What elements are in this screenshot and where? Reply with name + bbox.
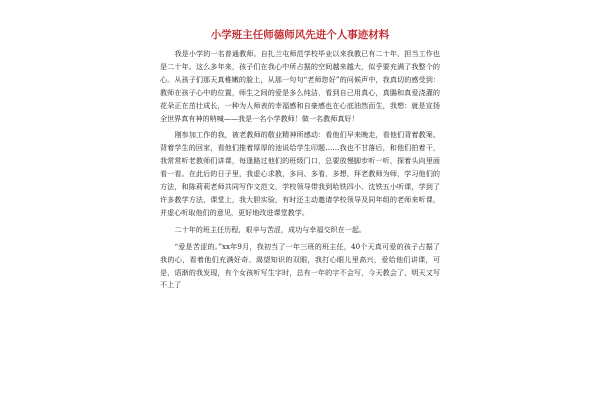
document-body bbox=[160, 28, 440, 293]
paragraph-2: 刚参加工作的我，被老教师的敬业精神所感动：看他们早来晚走，看他们背着教案、背着学生的回家，看他们推着厚厚的池说给学生印题……我也不甘落后，和他们拍着干，我常常听老教师们讲课，每逢路过他们的班级门口，总要放慢脚步听一听，探着头向里面看一看。在此后的日子里，我虚心求教，多问、多看，多想，拜老教师为师，学习他们的方法，和陈莉莉老师共同写作文范文，学校领导带我到哈铁四小、沈铁五小听课，学到了许多教学方法，课堂上，我大胆实验，有时还主动邀请学校领导及同年组的老师来听课，并虚心听取他们的意见，更好地改进课堂教学。 bbox=[160, 130, 440, 217]
paragraph-1: 我是小学的一名普通教师。自扎兰屯师范学校毕业以来我教已有二十年，担当工作也是二十年。这么多年来，孩子们在我心中所占据的空间越来越大，似乎要充满了我整个的心。从孩子们那天真稚嫩的脸上，从那一句句“老师您好”的问候声中，我真切的感受到：教师在孩子心中的位置，师生之间的爱是多么纯洁，看到自己用真心，真腸和真爱浇灌的花朵正在茁壮成长，一种为人师表的幸福感和自豪感也在心底油然而生，我想：就是宣扬全世界真有神的呐喊——我是一名小学教师！做一名教师真好！ bbox=[160, 49, 440, 123]
paragraph-4: “爱是苦涩的。”xx年9月，我初当了一年三班的班主任，40个天真可爱的孩子占据了我的心，看着他们充满好奇、渴望知识的双眼，我打心眼儿里高兴，爱给他们讲课，可是，语渐的我发现，有个女孩听写生字时，总有一年的字不会写，今天教会了，明天又写不上了 bbox=[160, 241, 440, 290]
paragraph-3: 二十年的班主任历程，艰辛与苦涩，成功与幸福交织在一起。 bbox=[174, 224, 367, 234]
document-title: 小学班主任师德师风先进个人事迹材料 bbox=[210, 29, 390, 41]
